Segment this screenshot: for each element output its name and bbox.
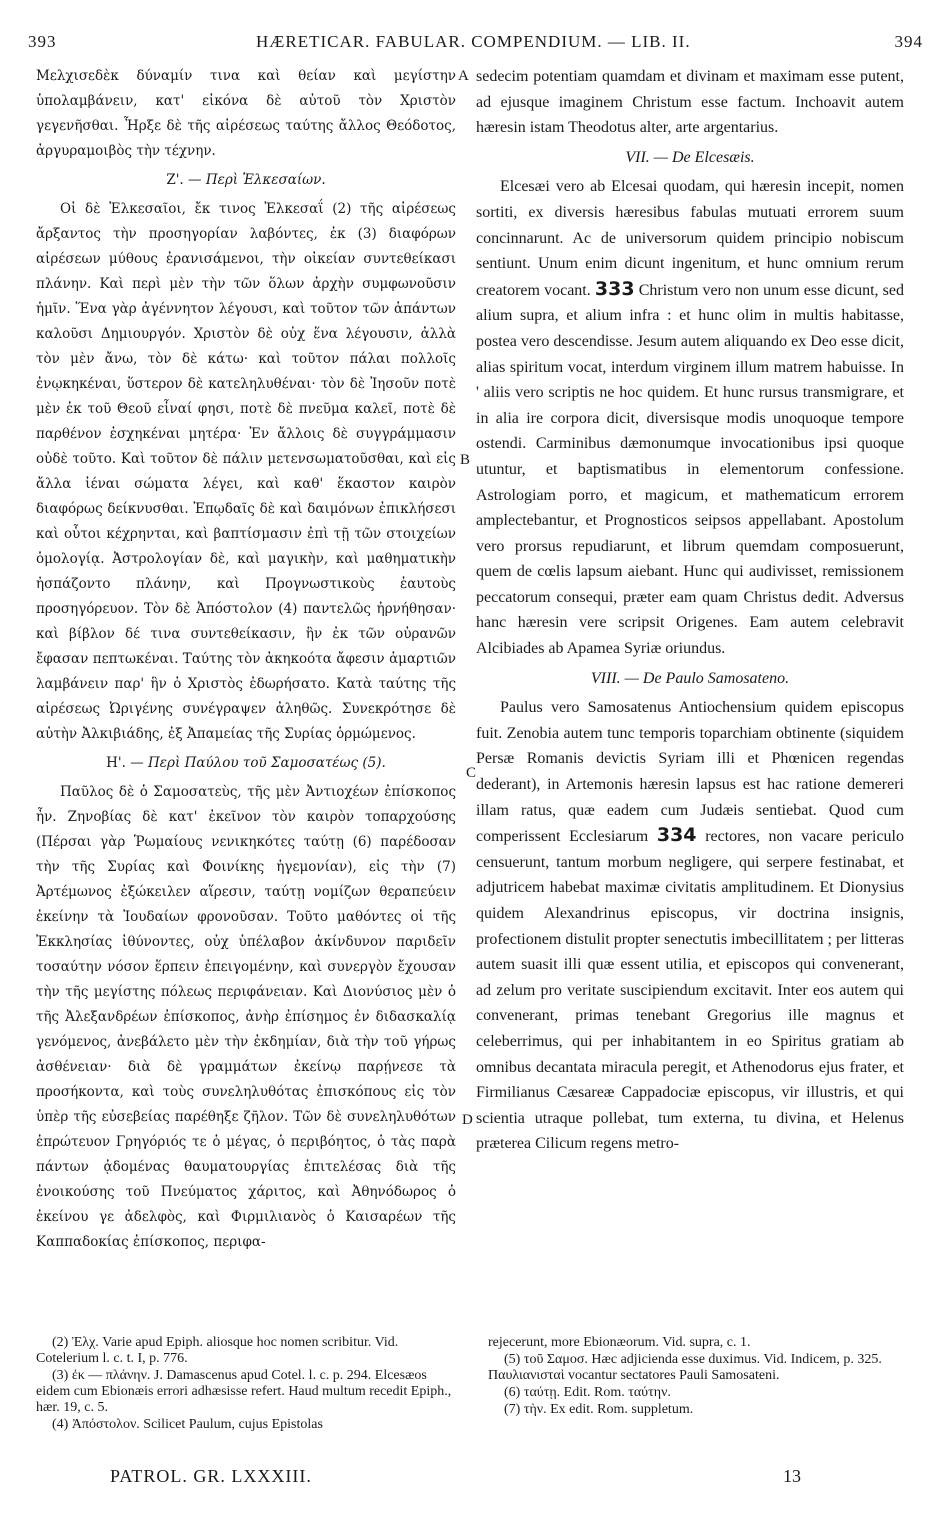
latin-paragraph-elcesaei [476, 174, 904, 661]
column-marker-333: 333 [594, 277, 635, 300]
footnotes-left [36, 1335, 456, 1434]
column-marker-334: 334 [656, 824, 697, 847]
footnote: (4) Ἀπόστολον. Scilicet Paulum, cujus Epistolas [52, 1417, 323, 1432]
greek-intro: Μελχισεδὲκ δύναμίν τινα καὶ θείαν καὶ μεγίστην ὑπολαμβάνειν, κατ' εἰκόνα δὲ αὐτοῦ τὸν Χριστὸν γεγενῆσθαι. Ἦρξε δὲ τῆς αἱρέσεως ταύτης ἄλλος Θεόδοτος, ἀργυραμοιβὸς τὴν τέχνην. [36, 68, 456, 159]
page-number-left: 393 [28, 32, 57, 51]
latin-heading-elcesaei: VII. — De Elcesæis. [625, 148, 755, 166]
margin-letter-c: C [466, 765, 477, 781]
greek-paragraph-paulus: Παῦλος δὲ ὁ Σαμοσατεὺς, τῆς μὲν Ἀντιοχέων ἐπίσκοπος ἦν. Ζηνοβίας δὲ κατ' ἐκεῖνον τὸν καιρὸν τοπαρχούσης (Πέρσαι γὰρ Ῥωμαίους νενικηκότες ταύτῃ (6) παρέδοσαν τὴν τῆς Συρίας καὶ Φοινίκης ἡγεμονίαν), εἰς τὴν (7) Ἀρτέμωνος ἐξώκειλεν αἵρεσιν, ταύτῃ νομίζων θεραπεύειν ἐκείνην τὰ Ἰουδαίων φρονοῦσαν. Τοῦτο μαθόντες οἱ τῆς Ἐκκλησίας ἰθύνοντες, οὐχ ὑπέλαβον ἀκίνδυνον παριδεῖν τοσαύτην νόσον ἕρπειν ἐπειγομένην, καὶ συνεργὸν ἔχουσαν τὴν τῆς μεγίστης πόλεως περιφάνειαν. Καὶ Διονύσιος μὲν ὁ τῆς Ἀλεξανδρέων ἐπίσκοπος, ἀνὴρ ἐπίσημος ἐν διδασκαλίᾳ γενόμενος, ἀνεβάλετο μὲν τὴν ἐκδημίαν, διὰ τὴν τοῦ γήρως ἀσθένειαν· διὰ δὲ γραμμάτων ἐκείνῳ παρῄνεσε τὰ προσήκοντα, καὶ τοὺς συνεληλυθότας ἐπισκόπους εἰς τὸν ὑπὲρ τῆς εὐσεβείας παρέθηξε ζῆλον. Τῶν δὲ συνεληλυθότων ἐπρώτευον Γρηγόριός τε ὁ μέγας, ὁ περιβόητος, ὁ τὰς παρὰ πάντων ᾀδομένας θαυματουργίας ἐπιτελέσας διὰ τῆς ἐνοικούσης τοῦ Πνεύματος χάριτος, καὶ Ἀθηνόδωρος ὁ ἐκείνου γε ἀδελφὸς, καὶ Φιρμιλιανὸς ὁ Καισαρέων τῆς Καππαδοκίας ἐπίσκοπος, περιφα- [36, 784, 456, 1250]
margin-letter-d: D [462, 1112, 473, 1128]
running-title: HÆRETICAR. FABULAR. COMPENDIUM. — LIB. II. [256, 32, 691, 51]
greek-heading-number: Ζ'. [166, 172, 184, 188]
greek-heading-paulus: Η'. — Περὶ Παύλου τοῦ Σαμοσατέως (5). [106, 755, 386, 771]
footnotes-right [488, 1335, 904, 1419]
latin-column [476, 64, 904, 1157]
latin-paragraph-paulus [476, 695, 904, 1157]
footnote: (5) τοῦ Σαμοσ. Hæc adjicienda esse duximus. Vid. Indicem, p. 325. Παυλιανισταὶ vocantur sectatores Pauli Samosateni. [488, 1352, 882, 1383]
footer-volume: PATROL. GR. LXXXIII. [110, 1466, 312, 1486]
latin-text: Paulus vero Samosatenus Antiochensium quidem episcopus fuit. Zenobia autem tunc temporis toparchiam obtinente (siquidem Persæ Romanis devictis Syriam illi et Phœnicen regendas dederant), in Artemonis hæresin lapsus est hac ratione demereri illam ratus, quæ eadem cum Judæis sentiebat. Quod cum comperissent Ecclesiarum [476, 699, 904, 846]
greek-heading-elcesaei: Ζ'. — Περὶ Ἐλκεσαίων. [166, 172, 326, 188]
footnote: (3) ἐκ — πλάνην. J. Damascenus apud Cotel. l. c. p. 294. Elcesæos eidem cum Ebionæis errori adhæsisse refert. Haud multum recedit Epiph., hær. 19, c. 5. [36, 1368, 452, 1415]
greek-heading-number: Η'. [106, 755, 126, 771]
page-number-right: 394 [894, 32, 923, 51]
footnote: (2) Ἐλχ. Varie apud Epiph. aliosque hoc nomen scribitur. Vid. Cotelerium l. c. t. I, p. 776. [36, 1335, 399, 1366]
latin-text: Christum vero non unum esse dicunt, sed alium supra, et alium infra : et hunc olim in multis habitasse, postea vero descendisse. Jesum autem aliquando ex Deo esse dicit, alias spiritum vocat, interdum virginem illum matrem habuisse. In ' aliis vero scriptis ne hoc quidem. Et hunc rursus transmigrare, et in alia ire corpora dicit, diversisque modis unoquoque tempore ostendi. Carminibus dæmonumque invocationibus ipsi quoque utuntur, et baptismatibus in elementorum confessione. Astrologiam porro, et magicum, et mathematicum errorem amplectebantur, et Prognosticos seipsos appellabant. Apostolum vero prorsus repudiarunt, et librum quemdam composuerunt, quem de cœlis lapsum aiebant. Hunc qui audivisset, remissionem peccatorum consequi, præter eam quam Christus dedit. Adversus hanc hæresin vere scripsit Origenes. Eam autem celebravit Alcibiades ab Apamea Syriæ oriundus. [476, 281, 905, 658]
greek-heading-title: Περὶ Ἐλκεσαίων. [205, 172, 326, 188]
margin-letter-b: B [460, 452, 471, 468]
latin-heading-paulus: VIII. — De Paulo Samosateno. [590, 669, 790, 687]
footnote: (7) τὴν. Ex edit. Rom. suppletum. [504, 1402, 694, 1417]
latin-text: rectores, non vacare periculo censuerunt, tantum morbum negligere, qui serpere festinabat, et adjutricem habebat maximæ civitatis amplitudinem. Et Dionysius quidem Alexandrinus episcopus, vir doctrina insignis, profectionem distulit propter senectutis imbecillitatem ; per litteras autem suasit illi quæ essent utilia, et episcopos qui convenerant, ad zelum pro veritate suscipiendum excitavit. Inter eos autem qui convenerant, primas tenebant Gregorius ille magnus et celeberrimus, qui per inhabitantem in eo Spiritus gratiam ab omnibus decantata miracula peregit, et Athenodorus ejus frater, et Firmilianus Cæsareæ Cappadociæ episcopus, vir illustris, et qui scientia utraque pollebat, tum externa, tu divina, et Helenus præterea Cilicum regens metro- [476, 828, 904, 1153]
footnote: rejecerunt, more Ebionæorum. Vid. supra, c. 1. [488, 1335, 751, 1350]
greek-paragraph-elcesaei: Οἱ δὲ Ἐλκεσαῖοι, ἔκ τινος Ἐλκεσαΐ (2) τῆς αἱρέσεως ἄρξαντος τὴν προσηγορίαν λαβόντες, ἐκ (3) διαφόρων αἱρέσεων μύθους ἐρανισάμενοι, τὴν οἰκείαν συντεθείκασι πλάνην. Καὶ περὶ μὲν τὴν τῶν ὅλων ἀρχὴν συμφωνοῦσιν ἡμῖν. Ἕνα γὰρ ἀγέννητον λέγουσι, καὶ τοῦτον τῶν ἁπάντων καλοῦσι Δημιουργόν. Χριστὸν δὲ οὐχ ἕνα λέγουσιν, ἀλλὰ τὸν μὲν ἄνω, τὸν δὲ κάτω· καὶ τοῦτον πάλαι πολλοῖς ἐνῳκηκέναι, ὕστερον δὲ κατεληλυθέναι· τὸν δὲ Ἰησοῦν ποτὲ μὲν ἐκ τοῦ Θεοῦ εἶναί φησι, ποτὲ δὲ πνεῦμα καλεῖ, ποτὲ δὲ παρθένον ἐσχηκέναι μητέρα· Ἐν ἄλλοις δὲ συγγράμμασιν οὐδὲ τοῦτο. Καὶ τοῦτον δὲ πάλιν μετενσωματοῦσθαι, καὶ εἰς ἄλλα ἰέναι σώματα λέγει, καὶ καθ' ἕκαστον καιρὸν διαφόρως δείκνυσθαι. Ἐπῳδαῖς δὲ καὶ δαιμόνων ἐπικλήσεσι καὶ οὗτοι κέχρηνται, καὶ βαπτίσμασιν ἐπὶ τῇ τῶν στοιχείων ὁμολογίᾳ. Ἀστρολογίαν δὲ, καὶ μαγικὴν, καὶ μαθηματικὴν ἠσπάζοντο πλάνην, καὶ Προγνωστικοὺς ἑαυτοὺς προσηγόρευον. Τὸν δὲ Ἀπόστολον (4) παντελῶς ἠρνήθησαν· καὶ βίβλον δέ τινα συντεθείκασιν, ἣν ἐκ τῶν οὐρανῶν ἔφασαν πεπτωκέναι. Ταύτης τὸν ἀκηκοότα ἄφεσιν ἁμαρτιῶν λαμβάνειν παρ' ἣν ὁ Χριστὸς ἐδωρήσατο. Κατὰ ταύτης τῆς αἱρέσεως Ὠριγένης συνέγραψεν ἀληθῶς. Συνεκρότησε δὲ αὐτὴν Ἀλκιβιάδης, ἐξ Ἀπαμείας τῆς Συρίας ὁρμώμενος. [36, 201, 456, 742]
running-head [28, 32, 923, 56]
footer-signature: 13 [783, 1466, 801, 1486]
margin-letter-a: A [458, 68, 469, 84]
footnote: (6) ταύτῃ. Edit. Rom. ταύτην. [504, 1385, 671, 1400]
latin-text: Elcesæi vero ab Elcesai quodam, qui hæresin incepit, nomen sortiti, ex diversis hæresibus fabulas mutuati errorem suum concinnarunt. Ac de universorum quidem principio nobiscum sentiunt. Unum enim dicunt ingenitum, et hunc omnium rerum creatorem vocant. [476, 178, 904, 299]
latin-intro: sedecim potentiam quamdam et divinam et maximam esse putent, ad ejusque imaginem Christum esse factum. Inchoavit autem hæresin istam Theodotus alter, arte argentarius. [476, 68, 904, 137]
greek-heading-title: Περὶ Παύλου τοῦ Σαμοσατέως (5). [148, 755, 386, 771]
greek-column [36, 64, 456, 1255]
